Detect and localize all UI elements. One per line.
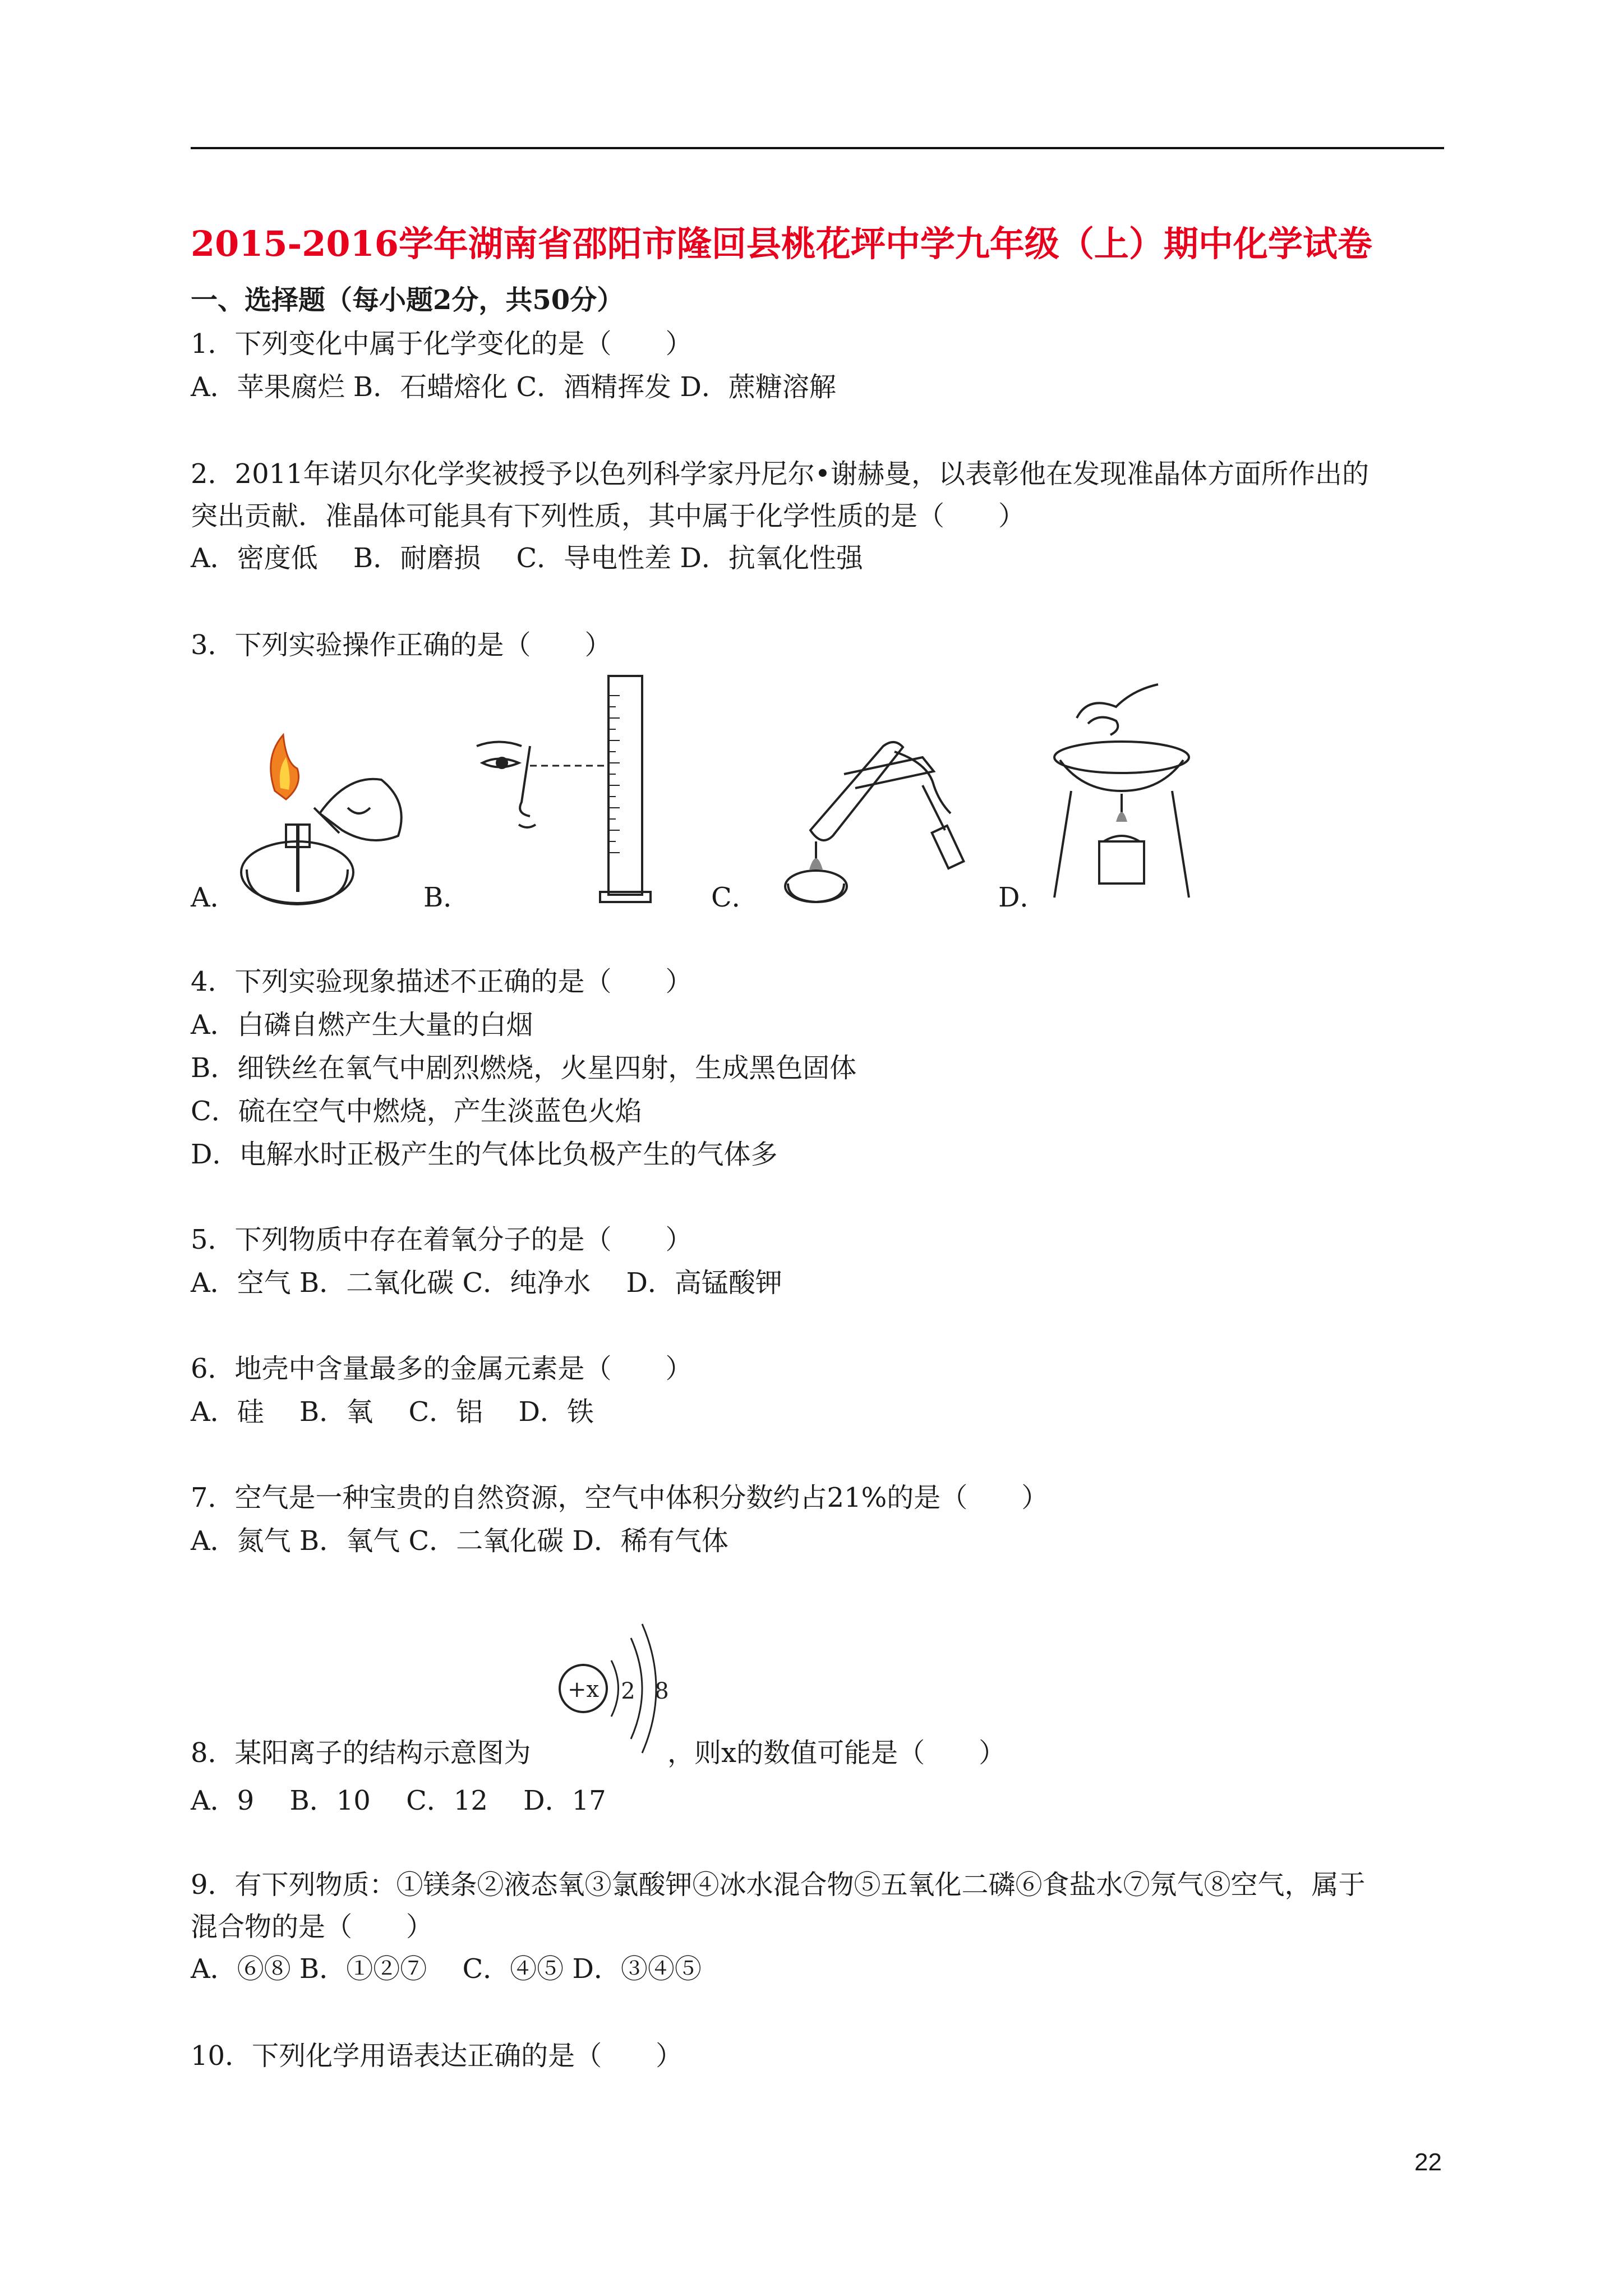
- q3-label-b: B．: [423, 882, 471, 913]
- q4-option-a: A．白磷自燃产生大量的白烟: [191, 1009, 533, 1041]
- q5-options: A．空气 B．二氧化碳 C．纯净水 D．高锰酸钾: [191, 1267, 782, 1299]
- q3-label-d: D．: [998, 882, 1047, 913]
- q4-option-d: D．电解水时正极产生的气体比负极产生的气体多: [191, 1139, 778, 1170]
- q4-option-b: B．细铁丝在氧气中剧烈燃烧，火星四射，生成黑色固体: [191, 1052, 857, 1084]
- q7-stem: 7．空气是一种宝贵的自然资源，空气中体积分数约占21%的是（ ）: [191, 1482, 1049, 1513]
- page-number: 22: [1414, 2148, 1442, 2176]
- q9-stem-line2: 混合物的是（ ）: [191, 1911, 434, 1943]
- q2-stem-line2: 突出贡献．准晶体可能具有下列性质，其中属于化学性质的是（ ）: [191, 500, 1026, 532]
- figure-a-alcohol-lamp-image: [230, 724, 415, 914]
- second-shell-electron-count: 8: [654, 1678, 669, 1704]
- q7-options: A．氮气 B．氧气 C．二氧化碳 D．稀有气体: [191, 1525, 728, 1557]
- q5-stem: 5．下列物质中存在着氧分子的是（ ）: [191, 1224, 693, 1255]
- section-heading: 一、选择题（每小题2分，共50分）: [191, 284, 624, 316]
- q8-stem-b: ，则x的数值可能是（ ）: [667, 1737, 1006, 1769]
- q3-label-c: C．: [711, 882, 759, 913]
- q9-stem-line1: 9．有下列物质：①镁条②液态氧③氯酸钾④冰水混合物⑤五氧化二磷⑥食盐水⑦氖气⑧空气，属于: [191, 1869, 1366, 1901]
- figure-c-test-tube-heating-image: [754, 707, 967, 909]
- header-rule: [191, 147, 1444, 149]
- q10-stem: 10．下列化学用语表达正确的是（ ）: [191, 2040, 683, 2072]
- q8-stem-a: 8．某阳离子的结构示意图为: [191, 1737, 531, 1769]
- q1-stem: 1．下列变化中属于化学变化的是（ ）: [191, 328, 693, 360]
- q4-stem: 4．下列实验现象描述不正确的是（ ）: [191, 966, 693, 997]
- figure-b-graduated-cylinder-image: [465, 673, 667, 909]
- q8-ion-structure-diagram: [555, 1616, 684, 1761]
- exam-title: 2015-2016学年湖南省邵阳市隆回县桃花坪中学九年级（上）期中化学试卷: [191, 223, 1372, 264]
- q2-stem-line1: 2．2011年诺贝尔化学奖被授予以色列科学家丹尼尔•谢赫曼，以表彰他在发现准晶体方面所作出的: [191, 458, 1370, 490]
- q3-label-a: A．: [191, 882, 237, 913]
- q9-options: A．⑥⑧ B．①②⑦ C．④⑤ D．③④⑤: [191, 1953, 702, 1985]
- q2-options: A．密度低 B．耐磨损 C．导电性差 D．抗氧化性强: [191, 542, 863, 574]
- q4-option-c: C．硫在空气中燃烧，产生淡蓝色火焰: [191, 1096, 642, 1127]
- figure-d-evaporating-dish-image: [1038, 673, 1206, 909]
- q3-stem: 3．下列实验操作正确的是（ ）: [191, 629, 612, 661]
- q1-options: A．苹果腐烂 B．石蜡熔化 C．酒精挥发 D．蔗糖溶解: [191, 371, 836, 403]
- q6-stem: 6．地壳中含量最多的金属元素是（ ）: [191, 1353, 693, 1384]
- q6-options: A．硅 B．氧 C．铝 D．铁: [191, 1396, 594, 1428]
- first-shell-electron-count: 2: [621, 1678, 635, 1704]
- q8-options: A．9 B．10 C．12 D．17: [191, 1785, 606, 1816]
- nucleus-charge-label: +x: [567, 1677, 600, 1703]
